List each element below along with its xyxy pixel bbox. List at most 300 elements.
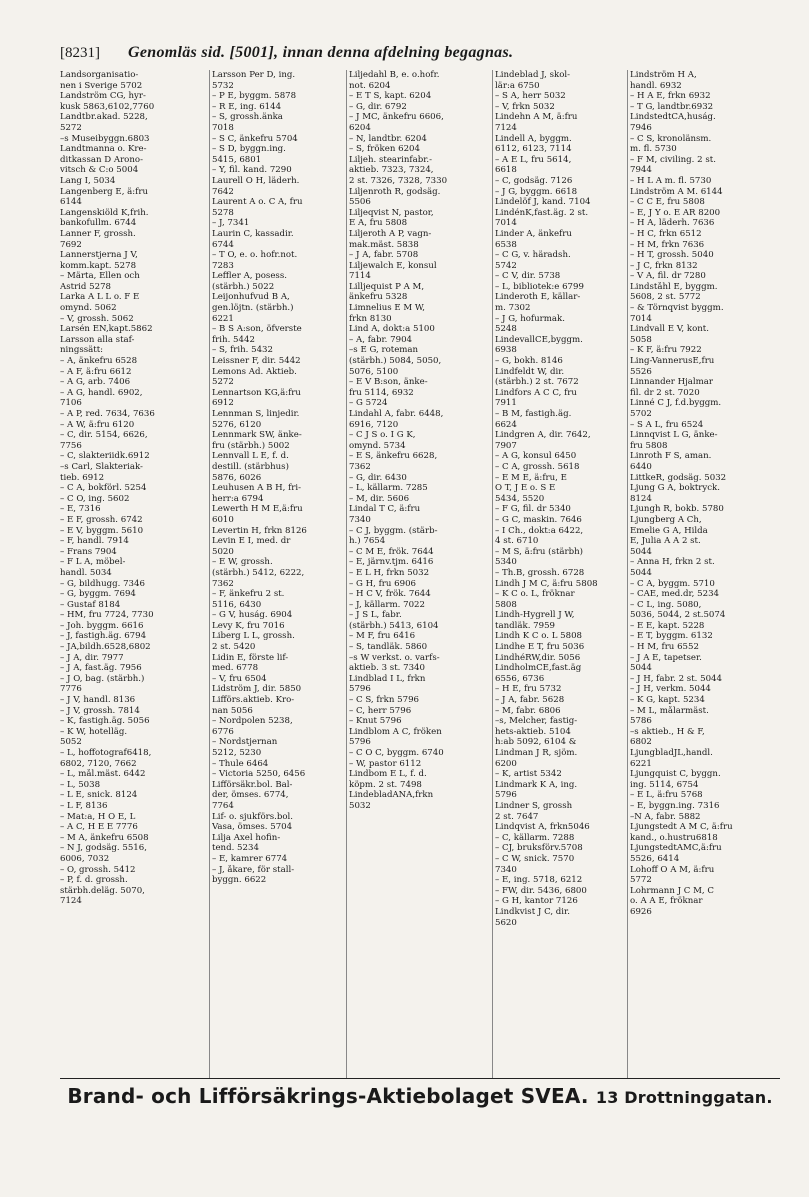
directory-entry: 7911 [495,398,517,409]
directory-entry: – E M E, ä:fru, E [495,472,567,483]
directory-entry: –s W verkst. o. varfs- [349,652,440,663]
directory-entry: 5116, 6430 [212,599,262,610]
directory-entry: – G, bokh. 8146 [495,356,563,367]
directory-entry: 7340 [495,864,517,875]
directory-entry: ningssätt: [60,345,104,356]
directory-entry: –s E G, roteman [349,345,419,356]
directory-entry: – CAE, med.dr, 5234 [630,589,720,600]
directory-entry: – J, fastigh.äg. 6794 [60,631,147,642]
directory-entry: 7756 [60,440,82,451]
directory-entry: – T O, e. o. hofr.not. [212,250,298,261]
ad-address: 13 Drottninggatan. [595,1088,773,1107]
directory-entry: – V A, fil. dr 7280 [630,271,706,282]
directory-columns [60,70,780,1078]
directory-entry: 6538 [495,239,517,250]
directory-entry: Ljungquist C, byggn. [630,769,721,780]
directory-entry: – G, bildhugg. 7346 [60,578,145,589]
directory-entry: – L, mål.mäst. 6442 [60,769,146,780]
directory-entry: 5058 [630,334,652,345]
directory-entry: 5786 [630,716,652,727]
directory-entry: – HM, fru 7724, 7730 [60,610,154,621]
directory-column-2 [212,70,347,1078]
directory-entry: – E V, byggm. 5610 [60,525,144,536]
directory-entry: 5076, 5100 [349,366,399,377]
directory-entry: 6744 [212,239,234,250]
directory-entry: Limnelius E M W, [349,303,425,314]
directory-entry: – Anna H, frkn 2 st. [630,557,715,568]
directory-entry: h:ab 5092, 6104 & [495,737,577,748]
directory-entry: – Victoria 5250, 6456 [212,769,306,780]
directory-entry: 7114 [349,271,371,282]
directory-entry: fil. dr 2 st. 7020 [630,387,700,398]
directory-column-5 [630,70,782,1078]
directory-entry: – C, källarm. 7288 [495,832,575,843]
directory-entry: Laurent A o. C A, fru [212,197,303,208]
directory-entry: – Mat:a, H O E, L [60,811,136,822]
directory-entry: kand., o.hustru6818 [630,832,718,843]
directory-entry: – CJ, bruksförv.5708 [495,843,583,854]
directory-entry: Laurin C, kassadir. [212,228,294,239]
directory-entry: – C, slakteriidk.6912 [60,451,150,462]
directory-entry: der, ömses. 6774, [212,790,289,801]
directory-entry: Lennman S, linjedir. [212,409,300,419]
directory-entry: Linder A, änkefru [495,228,572,239]
directory-entry: – J A, fabr. 5628 [495,695,565,706]
directory-entry: Lindhe E T, fru 5036 [495,642,585,653]
directory-entry: – S, fröken 6204 [349,144,420,155]
directory-entry: – C M E, frök. 7644 [349,546,434,557]
directory-entry: fru 5114, 6932 [349,387,414,398]
directory-entry: – M, fabr. 6806 [495,705,561,716]
directory-entry: LindebladANA,frkn [349,790,434,801]
directory-entry: Lindgren A, dir. 7642, [495,430,591,441]
directory-entry: 6010 [212,514,234,525]
directory-entry: – C S, kronolänsm. [630,133,712,144]
directory-entry: – E, kamrer 6774 [212,853,288,864]
directory-entry: m. 7302 [495,303,531,314]
directory-entry: 5020 [212,546,234,557]
directory-entry: 5526 [630,366,652,377]
directory-entry: – Y, fil. kand. 7290 [212,165,292,176]
directory-entry: Lind A, dokt:a 5100 [349,324,435,335]
directory-entry: 5052 [60,737,82,748]
directory-entry: Landtmanna o. Kre- [60,144,147,155]
directory-entry: byggn. 6622 [212,875,267,886]
directory-entry: 6006, 7032 [60,853,110,864]
directory-entry: – A P, red. 7634, 7636 [60,409,155,419]
directory-entry: Lilljequist P A M, [349,281,425,292]
directory-entry: 5506 [349,197,371,208]
directory-entry: (stärbh.) 5412, 6222, [212,567,305,578]
directory-entry: LjungstedtAMC,ä:fru [630,843,722,854]
directory-entry: Astrid 5278 [60,281,112,292]
directory-entry: stärbh.deläg. 5070, [60,885,145,896]
directory-entry: Lif- o. sjukförs.bol. [212,811,294,822]
directory-entry: – E V B:son, änke- [349,377,428,388]
directory-entry: – A G, arb. 7406 [60,377,131,388]
directory-entry: Leijonhufvud B A, [212,292,290,303]
directory-entry: – H E, fru 5732 [495,684,562,695]
directory-entry: – C C E, fru 5808 [630,197,705,208]
directory-entry: Lindblom A C, fröken [349,726,442,737]
directory-entry: – E T S, kapt. 6204 [349,91,432,102]
directory-entry: – H M, frkn 7636 [630,239,705,250]
directory-entry: – F, änkefru 2 st. [212,589,285,600]
directory-entry: nan 5056 [212,705,253,716]
directory-entry: Lindh-Hygrell J W, [495,610,575,621]
directory-entry: 7106 [60,398,82,409]
directory-entry: E A, fru 5808 [349,218,408,229]
directory-entry: – J A E, tapetser. [630,652,702,663]
directory-entry: LjungbladJL,handl. [630,748,713,758]
directory-entry: med. 6778 [212,663,259,674]
directory-entry: Linderoth E, källar- [495,292,581,303]
directory-entry: Larka A L L o. F E [60,292,140,303]
directory-entry: – H C V, frök. 7644 [349,589,431,600]
directory-entry: – E, järnv.tjm. 6416 [349,557,434,568]
running-head: Genomläs sid. [5001], innan denna afdelning begagnas. [128,44,514,61]
directory-entry: – C G, v. häradsh. [495,250,571,261]
directory-entry: – J, källarm. 7022 [349,599,425,610]
directory-entry: – C, dir. 5154, 6626, [60,430,148,441]
directory-entry: – K W, hotelläg. [60,726,128,737]
directory-entry: Lindståhl E, byggm. [630,281,718,292]
directory-entry: – F L A, möbel- [60,557,126,568]
directory-entry: – E L, ä:fru 5768 [630,790,703,801]
directory-entry: 7124 [60,896,82,907]
directory-entry: Lindner S, grossh [495,800,573,811]
directory-entry: – & Törnqvist byggm. [630,303,724,314]
directory-entry: – C O, ing. 5602 [60,493,130,504]
directory-entry: – J A, fast.äg. 7956 [60,663,142,674]
directory-entry: – P, f. d. grossh. [60,875,128,886]
directory-entry: – L, hoffotograf6418, [60,748,152,758]
directory-entry: 5044 [630,663,652,674]
directory-entry: – Märta, Ellen och [60,271,140,282]
directory-entry: 6776 [212,726,234,737]
directory-entry: – JA,bildh.6528,6802 [60,642,151,653]
directory-entry: 6440 [630,461,652,472]
directory-entry: h.) 7654 [349,536,386,547]
directory-entry: – M A, änkefru 6508 [60,832,149,843]
directory-entry: – M, dir. 5606 [349,493,410,504]
directory-entry: – A C, H E E 7776 [60,822,138,833]
directory-entry: 5032 [349,800,371,811]
directory-entry: Liberg L L, grossh. [212,631,295,642]
directory-entry: Lanner F, grossh. [60,228,136,239]
directory-entry: – S A, herr 5032 [495,91,566,102]
directory-entry: – M F, fru 6416 [349,631,416,642]
directory-entry: (stärbh.) 5022 [212,281,275,292]
directory-entry: gen.löjtn. (stärbh.) [212,303,294,314]
directory-entry: – S, tandläk. 5860 [349,642,428,653]
directory-entry: – G 5724 [349,398,388,409]
directory-entry: 2 st. 7647 [495,811,539,822]
directory-entry: Linroth F S, aman. [630,451,712,462]
directory-entry: 6618 [495,165,517,176]
directory-entry: – N J, godsäg. 5516, [60,843,147,854]
directory-entry: – H L A m. fl. 5730 [630,175,712,186]
directory-entry: 5808 [495,599,517,610]
directory-entry: Liljeh. stearinfabr.- [349,154,433,165]
directory-entry: Linné C J, f.d.byggm. [630,398,722,409]
directory-entry: – J, åkare, för stall- [212,864,295,875]
directory-entry: Lindbom E L, f. d. [349,769,427,780]
directory-entry: – J V, handl. 8136 [60,695,136,706]
directory-entry: – J, 7341 [212,218,250,229]
directory-entry: Lindahl A, fabr. 6448, [349,409,444,419]
directory-entry: – E L H, frkn 5032 [349,567,430,578]
directory-entry: 6204 [349,122,371,133]
directory-entry: – FW, dir. 5436, 6800 [495,885,587,896]
directory-entry: – V, fru 6504 [212,673,267,684]
directory-entry: Langenskiöld K,frih. [60,207,149,218]
directory-entry: – T G, landtbr.6932 [630,101,714,112]
directory-entry: Lindvall E V, kont. [630,324,709,335]
directory-entry: handl. 6932 [630,80,682,91]
directory-entry: 5044 [630,546,652,557]
directory-entry: 6556, 6736 [495,673,545,684]
directory-entry: Emelie G A, Hilda [630,525,708,536]
directory-entry: Vasa, ömses. 5704 [212,822,293,833]
page-number: [8231] [60,45,100,61]
directory-entry: – A G, handl. 6902, [60,387,143,398]
directory-entry: – O, grossh. 5412 [60,864,136,875]
directory-entry: 5248 [495,324,517,335]
directory-entry: frih. 5442 [212,334,255,345]
directory-entry: 5044 [630,567,652,578]
directory-entry: 7692 [60,239,82,250]
directory-entry: – A G, konsul 6450 [495,451,577,462]
directory-entry: – L E, snick. 8124 [60,790,138,801]
directory-entry: – L, källarm. 7285 [349,483,428,494]
directory-entry: – H A E, frkn 6932 [630,91,711,102]
directory-entry: omynd. 5062 [60,303,117,314]
directory-entry: Liljenroth R, godsäg. [349,186,441,197]
directory-entry: – Frans 7904 [60,546,117,557]
directory-entry: Liljewalch E, konsul [349,260,437,271]
directory-entry: O T, J E o. S E [495,483,556,494]
directory-entry: tieb. 6912 [60,472,105,483]
directory-entry: – N, landtbr. 6204 [349,133,427,144]
directory-entry: – G H, kantor 7126 [495,896,578,907]
directory-entry: Lindal T C, ä:fru [349,504,421,515]
directory-entry: Larsén EN,kapt.5862 [60,324,153,335]
directory-entry: – C, godsäg. 7126 [495,175,573,186]
directory-entry: 6221 [212,313,234,324]
directory-entry: Langenberg E, ä:fru [60,186,148,197]
directory-entry: – E W, grossh. [212,557,273,568]
directory-entry: tandläk. 7959 [495,620,556,631]
directory-entry: – J H, fabr. 2 st. 5044 [630,673,722,684]
directory-entry: Lindmark K A, ing. [495,779,578,790]
directory-entry: – A E L, fru 5614, [495,154,572,165]
directory-entry: bankofullm. 6744 [60,218,137,229]
directory-entry: – F G, fil. dr 5340 [495,504,571,515]
directory-entry: 8124 [630,493,652,504]
directory-entry: 6802, 7120, 7662 [60,758,137,769]
directory-entry: fru (stärbh.) 5002 [212,440,290,451]
directory-entry: 5415, 6801 [212,154,262,165]
directory-entry: Ljungh R, bokb. 5780 [630,504,724,515]
directory-entry: (stärbh.) 5413, 6104 [349,620,439,631]
directory-entry: – J G, byggm. 6618 [495,186,578,197]
directory-entry: 5796 [495,790,517,801]
directory-entry: – J S L, fabr. [349,610,402,621]
directory-entry: 2 st. 5420 [212,642,256,653]
directory-entry: – C W, snick. 7570 [495,853,575,864]
directory-entry: aktieb. 7323, 7324, [349,165,434,176]
directory-entry: – J C, frkn 8132 [630,260,698,271]
directory-entry: – Joh. byggm. 6616 [60,620,144,631]
directory-entry: not. 6204 [349,80,391,91]
directory-entry: Landström CG, hyr- [60,91,146,102]
directory-entry: kusk 5863,6102,7760 [60,101,155,112]
directory-entry: – C S, frkn 5796 [349,695,420,706]
directory-entry: Lilja Axel hofin- [212,832,281,843]
directory-entry: – H T, grossh. 5040 [630,250,714,261]
directory-entry: – C A, byggm. 5710 [630,578,715,589]
directory-entry: – J V, grossh. 7814 [60,705,140,716]
directory-entry: –s, Melcher, fastig- [495,716,578,727]
directory-entry: 5796 [349,684,371,695]
directory-entry: –s Museibyggn.6803 [60,133,150,144]
directory-entry: – R E, ing. 6144 [212,101,282,112]
directory-entry: – H C, frkn 6512 [630,228,702,239]
directory-entry: – K F, ä:fru 7922 [630,345,702,356]
directory-entry: (stärbh.) 2 st. 7672 [495,377,579,388]
directory-entry: 6938 [495,345,517,356]
directory-entry: Levertin H, frkn 8126 [212,525,307,536]
directory-entry: 7944 [630,165,652,176]
directory-entry: ditkassan D Arono- [60,154,143,165]
directory-entry: – C A, bokförl. 5254 [60,483,147,494]
directory-entry: – J O, bag. (stärbh.) [60,673,145,684]
directory-entry: LindstedtCA,huság. [630,112,716,123]
directory-entry: 5212, 5230 [212,748,262,758]
directory-entry: – E E, kapt. 5228 [630,620,705,631]
directory-entry: – M L, målarmäst. [630,705,709,716]
directory-entry: 7764 [212,800,234,811]
directory-entry: änkefru 5328 [349,292,408,303]
directory-entry: – E, J Y o. E AR 8200 [630,207,721,218]
directory-entry: destill. (stärbhus) [212,461,289,472]
directory-entry: Lindh J M C, ä:fru 5808 [495,578,598,589]
directory-entry: – A F, ä:fru 6612 [60,366,132,377]
directory-entry: köpm. 2 st. 7498 [349,779,422,790]
directory-entry: Lindqvist A, frkn5046 [495,822,590,833]
directory-entry: – G, dir. 6792 [349,101,407,112]
directory-entry: 5772 [630,875,652,886]
directory-entry: 5036, 5044, 2 st.5074 [630,610,726,621]
directory-entry: 7946 [630,122,652,133]
directory-entry: Lidin E, förste lif- [212,652,289,663]
directory-entry: 5434, 5520 [495,493,545,504]
page-header [60,44,760,66]
directory-entry: Lindström H A, [630,70,697,80]
directory-entry: (stärbh.) 5084, 5050, [349,356,442,367]
directory-entry: Linnander Hjalmar [630,377,714,388]
directory-entry: LindevallCE,byggm. [495,334,583,345]
directory-entry: – L, bibliotek:e 6799 [495,281,584,292]
directory-entry: – C L, ing. 5080, [630,599,702,610]
directory-entry: 5620 [495,917,517,928]
directory-entry: – E T, byggm. 6132 [630,631,713,642]
ad-company-name: Brand- och Lifförsäkrings-Aktiebolaget SVEA. [67,1084,589,1108]
directory-entry: 2 st. 7326, 7328, 7330 [349,175,448,186]
directory-entry: – E, ing. 5718, 6212 [495,875,583,886]
directory-entry: – P E, byggm. 5878 [212,91,297,102]
directory-entry: – C O C, byggm. 6740 [349,748,444,758]
directory-entry: LindénK,fast.äg. 2 st. [495,207,589,218]
directory-entry: 5876, 6026 [212,472,262,483]
directory-column-3 [349,70,493,1078]
directory-entry: 4 st. 6710 [495,536,539,547]
directory-entry: 5796 [349,737,371,748]
directory-entry: Ljungberg A Ch, [630,514,702,525]
directory-entry: – W, pastor 6112 [349,758,422,769]
directory-entry: LindhéRW,dir. 5056 [495,652,581,663]
directory-entry: – L, 5038 [60,779,101,790]
directory-entry: Lennartson KG,ä:fru [212,387,301,398]
directory-entry: – B M, fastigh.äg. [495,409,572,419]
directory-entry: 6144 [60,197,82,208]
directory-entry: 6912 [212,398,234,409]
directory-entry: – H A, läderh. 7636 [630,218,715,229]
directory-entry: – G H, fru 6906 [349,578,417,589]
directory-entry: – H M, fru 6552 [630,642,699,653]
directory-entry: Laurell O H, läderh. [212,175,300,186]
directory-entry: – A, änkefru 6528 [60,356,138,367]
directory-column-4 [495,70,628,1078]
directory-entry: – C, herr 5796 [349,705,412,716]
directory-entry: handl. 5034 [60,567,112,578]
directory-entry: – B S A:son, öfverste [212,324,302,335]
directory-entry: – E, byggn.ing. 7316 [630,800,720,811]
directory-entry: 7362 [349,461,371,472]
directory-entry: Landsorganisatio- [60,70,139,80]
directory-entry: 5272 [212,377,234,388]
directory-entry: – S A L, fru 6524 [630,419,704,430]
directory-entry: Lewerth H M E,ä:fru [212,504,303,515]
directory-entry: Lindman J R, sjöm. [495,748,578,758]
directory-entry: Landtbr.akad. 5228, [60,112,148,123]
directory-entry: – V, frkn 5032 [495,101,555,112]
directory-entry: Lindelöf J, kand. 7104 [495,197,591,208]
directory-entry: 7018 [212,122,234,133]
directory-entry: Lidström J, dir. 5850 [212,684,302,695]
directory-entry: 5272 [60,122,82,133]
directory-entry: – K, artist 5342 [495,769,562,780]
directory-entry: – G, dir. 6430 [349,472,407,483]
directory-entry: aktieb. 3 st. 7340 [349,663,425,674]
directory-entry: Leuhusen A B H, fri- [212,483,302,494]
directory-entry: 7642 [212,186,234,197]
directory-entry: – E S, änkefru 6628, [349,451,438,462]
directory-entry: 7340 [349,514,371,525]
directory-entry: Ljung G A, boktryck. [630,483,720,494]
directory-entry: – G V, huság. 6904 [212,610,293,621]
directory-entry: – J A, dir. 7977 [60,652,124,663]
directory-entry: hets-aktieb. 5104 [495,726,571,737]
directory-entry: 7907 [495,440,517,451]
directory-entry: – K C o. L, fröknar [495,589,575,600]
directory-entry: Lifförs.aktieb. Kro- [212,695,295,706]
directory-entry: – M S, ä:fru (stärbh) [495,546,584,557]
directory-entry: Levy K, fru 7016 [212,620,285,631]
directory-column-1 [60,70,210,1078]
directory-entry: Ling-VannerusE,fru [630,356,715,367]
